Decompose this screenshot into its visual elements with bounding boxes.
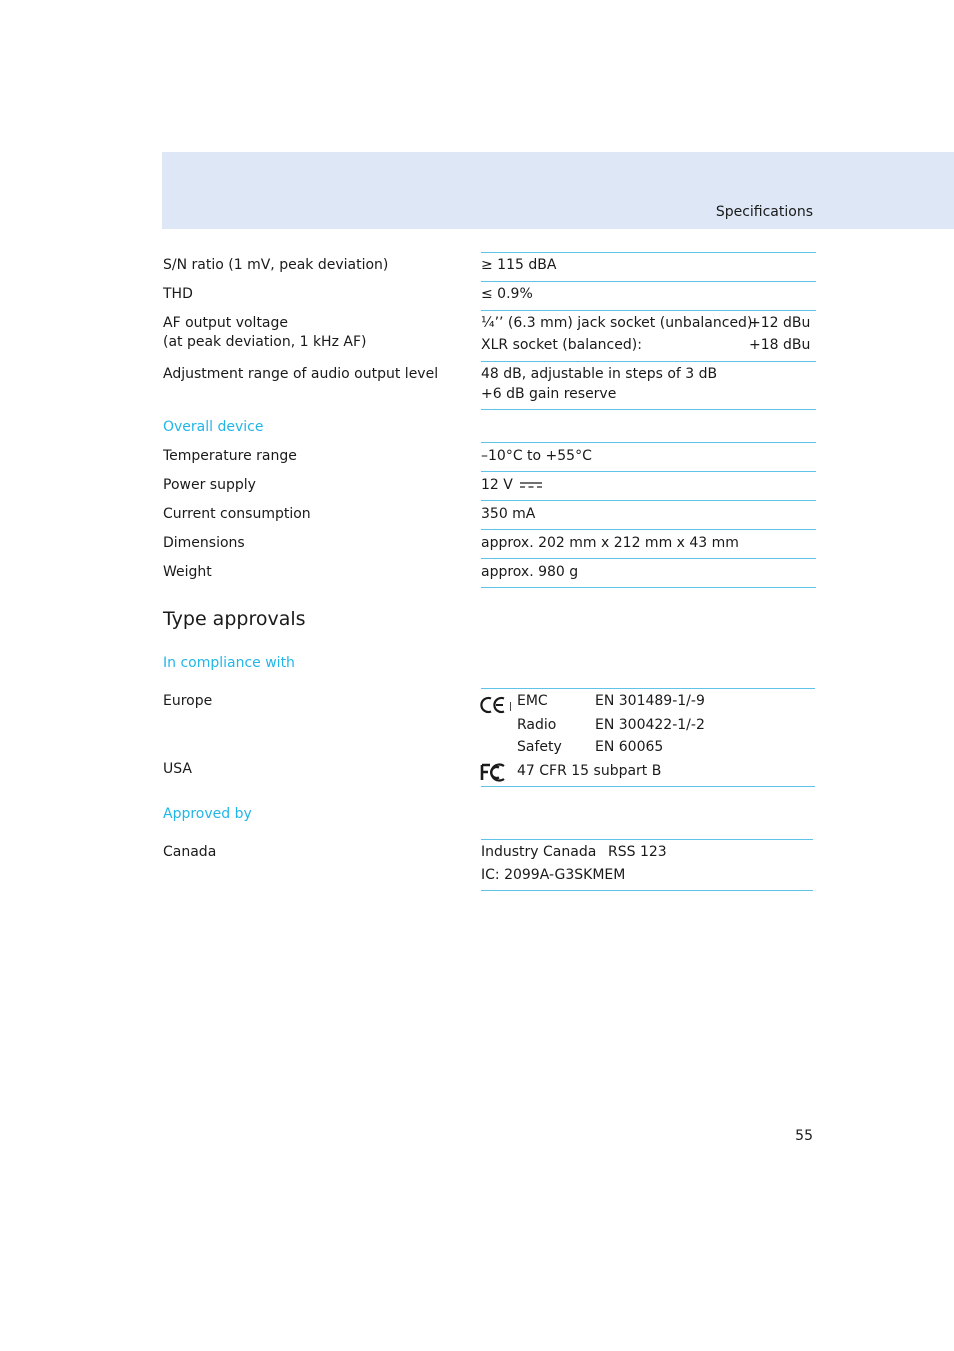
power-supply-voltage: 12 V — [481, 477, 513, 493]
canada-org: Industry Canada — [481, 844, 597, 860]
dimensions-value: approx. 202 mm x 212 mm x 43 mm — [481, 535, 739, 551]
current-consumption-value: 350 mA — [481, 506, 536, 522]
adjustment-label: Adjustment range of audio output level — [163, 366, 439, 382]
rule — [481, 529, 816, 530]
thd-label: THD — [163, 286, 193, 302]
sn-ratio-label: S/N ratio (1 mV, peak deviation) — [163, 257, 389, 273]
canada-label: Canada — [163, 844, 217, 860]
af-output-label-line1: AF output voltage — [163, 315, 289, 331]
rule — [481, 890, 813, 891]
rule — [481, 252, 816, 253]
power-supply-label: Power supply — [163, 477, 256, 493]
temperature-value: –10°C to +55°C — [481, 448, 592, 464]
af-output-row2-value: +18 dBu — [749, 337, 811, 353]
europe-type-radio: Radio — [517, 717, 557, 733]
canada-ic: IC: 2099A-G3SKMEM — [481, 867, 626, 883]
europe-type-safety: Safety — [517, 739, 562, 755]
af-output-row1-value: +12 dBu — [749, 315, 811, 331]
canada-standard: RSS 123 — [608, 844, 667, 860]
sn-ratio-value: ≥ 115 dBA — [481, 257, 557, 273]
af-output-row1-text: ¼’’ (6.3 mm) jack socket (unbalanced): — [481, 315, 758, 331]
rule — [481, 688, 815, 689]
page-header-title: Specifications — [715, 204, 813, 220]
type-approvals-heading: Type approvals — [163, 608, 306, 630]
rule — [481, 310, 816, 311]
weight-label: Weight — [163, 564, 212, 580]
dimensions-label: Dimensions — [163, 535, 245, 551]
rule — [481, 558, 816, 559]
rule — [481, 361, 816, 362]
rule — [481, 409, 816, 410]
europe-standard-radio: EN 300422-1/-2 — [595, 717, 705, 733]
weight-value: approx. 980 g — [481, 564, 579, 580]
adjustment-line1: 48 dB, adjustable in steps of 3 dB — [481, 366, 718, 382]
usa-label: USA — [163, 761, 192, 777]
approved-by-heading: Approved by — [163, 806, 252, 822]
rule — [481, 281, 816, 282]
af-output-row2-text: XLR socket (balanced): — [481, 337, 642, 353]
dc-symbol-icon — [519, 480, 543, 490]
power-supply-value — [481, 476, 543, 495]
rule — [481, 471, 816, 472]
europe-label: Europe — [163, 693, 213, 709]
af-output-label-line2: (at peak deviation, 1 kHz AF) — [163, 334, 367, 350]
ce-mark-icon — [480, 695, 512, 715]
temperature-label: Temperature range — [163, 448, 297, 464]
europe-type-emc: EMC — [517, 693, 548, 709]
rule — [481, 587, 816, 588]
overall-device-heading: Overall device — [163, 419, 264, 435]
rule — [481, 786, 815, 787]
thd-value: ≤ 0.9% — [481, 286, 533, 302]
rule — [481, 442, 816, 443]
europe-standard-emc: EN 301489-1/-9 — [595, 693, 705, 709]
header-band — [162, 152, 954, 229]
fcc-logo-icon — [480, 763, 506, 782]
rule — [481, 839, 813, 840]
compliance-heading: In compliance with — [163, 655, 295, 671]
usa-value: 47 CFR 15 subpart B — [517, 763, 662, 779]
rule — [481, 500, 816, 501]
europe-standard-safety: EN 60065 — [595, 739, 664, 755]
page-number: 55 — [795, 1128, 813, 1144]
adjustment-line2: +6 dB gain reserve — [481, 386, 617, 402]
current-consumption-label: Current consumption — [163, 506, 311, 522]
